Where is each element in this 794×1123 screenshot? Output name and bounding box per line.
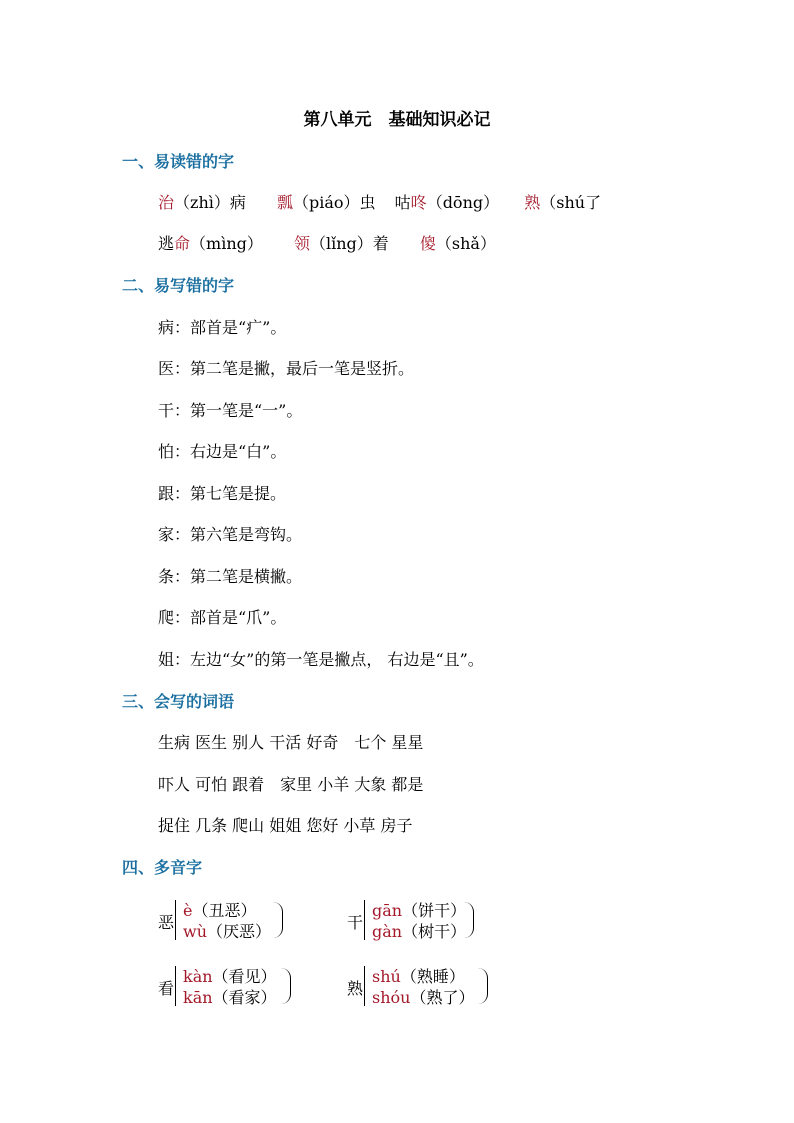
section-heading-misread: 一、易读错的字 [122, 152, 235, 171]
brace-left [364, 966, 370, 1006]
word-row: 吓人 可怕 跟着 家里 小羊 大象 都是 [158, 775, 424, 794]
writing-note: 家：第六笔是弯钩。 [158, 525, 303, 544]
reading-item: 傻（shǎ） [419, 234, 496, 253]
writing-note: 条：第二笔是横撇。 [158, 567, 303, 586]
brace-right [463, 902, 474, 938]
word-row: 生病 医生 别人 干活 好奇 七个 星星 [158, 733, 424, 752]
writing-note: 医：第二笔是撇，最后一笔是竖折。 [158, 359, 415, 378]
page-title: 第八单元 基础知识必记 [303, 110, 491, 130]
brace-right [272, 902, 283, 938]
word-row: 捉住 几条 爬山 姐姐 您好 小草 房子 [158, 816, 413, 835]
reading-item: 熟（shú了 [524, 193, 602, 212]
brace-right [477, 968, 488, 1004]
reading-item: 治（zhì）病 [158, 193, 246, 212]
brace-left [175, 900, 181, 940]
writing-note: 怕：右边是“白”。 [158, 442, 287, 461]
reading-row-2 [158, 231, 496, 254]
section-heading-miswrite: 二、易写错的字 [122, 276, 235, 295]
writing-note: 病：部首是“疒”。 [158, 318, 287, 337]
reading-row-1 [158, 190, 601, 213]
section-heading-polyphones: 四、多音字 [122, 858, 203, 877]
brace-right [280, 968, 291, 1004]
writing-note: 干：第一笔是“一”。 [158, 401, 303, 420]
writing-note: 爬：部首是“爪”。 [158, 608, 287, 627]
reading-item: 逃命（mìng） [158, 234, 263, 253]
reading-item: 咕咚（dōng） [394, 193, 500, 212]
brace-left [364, 900, 370, 940]
section-heading-words: 三、会写的词语 [122, 692, 235, 711]
writing-note: 姐：左边“女”的第一笔是撇点， 右边是“且”。 [158, 650, 484, 669]
reading-item: 瓢（piáo）虫 [276, 193, 376, 212]
writing-note: 跟：第七笔是提。 [158, 484, 287, 503]
brace-left [175, 966, 181, 1006]
reading-item: 领（lǐng）着 [293, 234, 389, 253]
